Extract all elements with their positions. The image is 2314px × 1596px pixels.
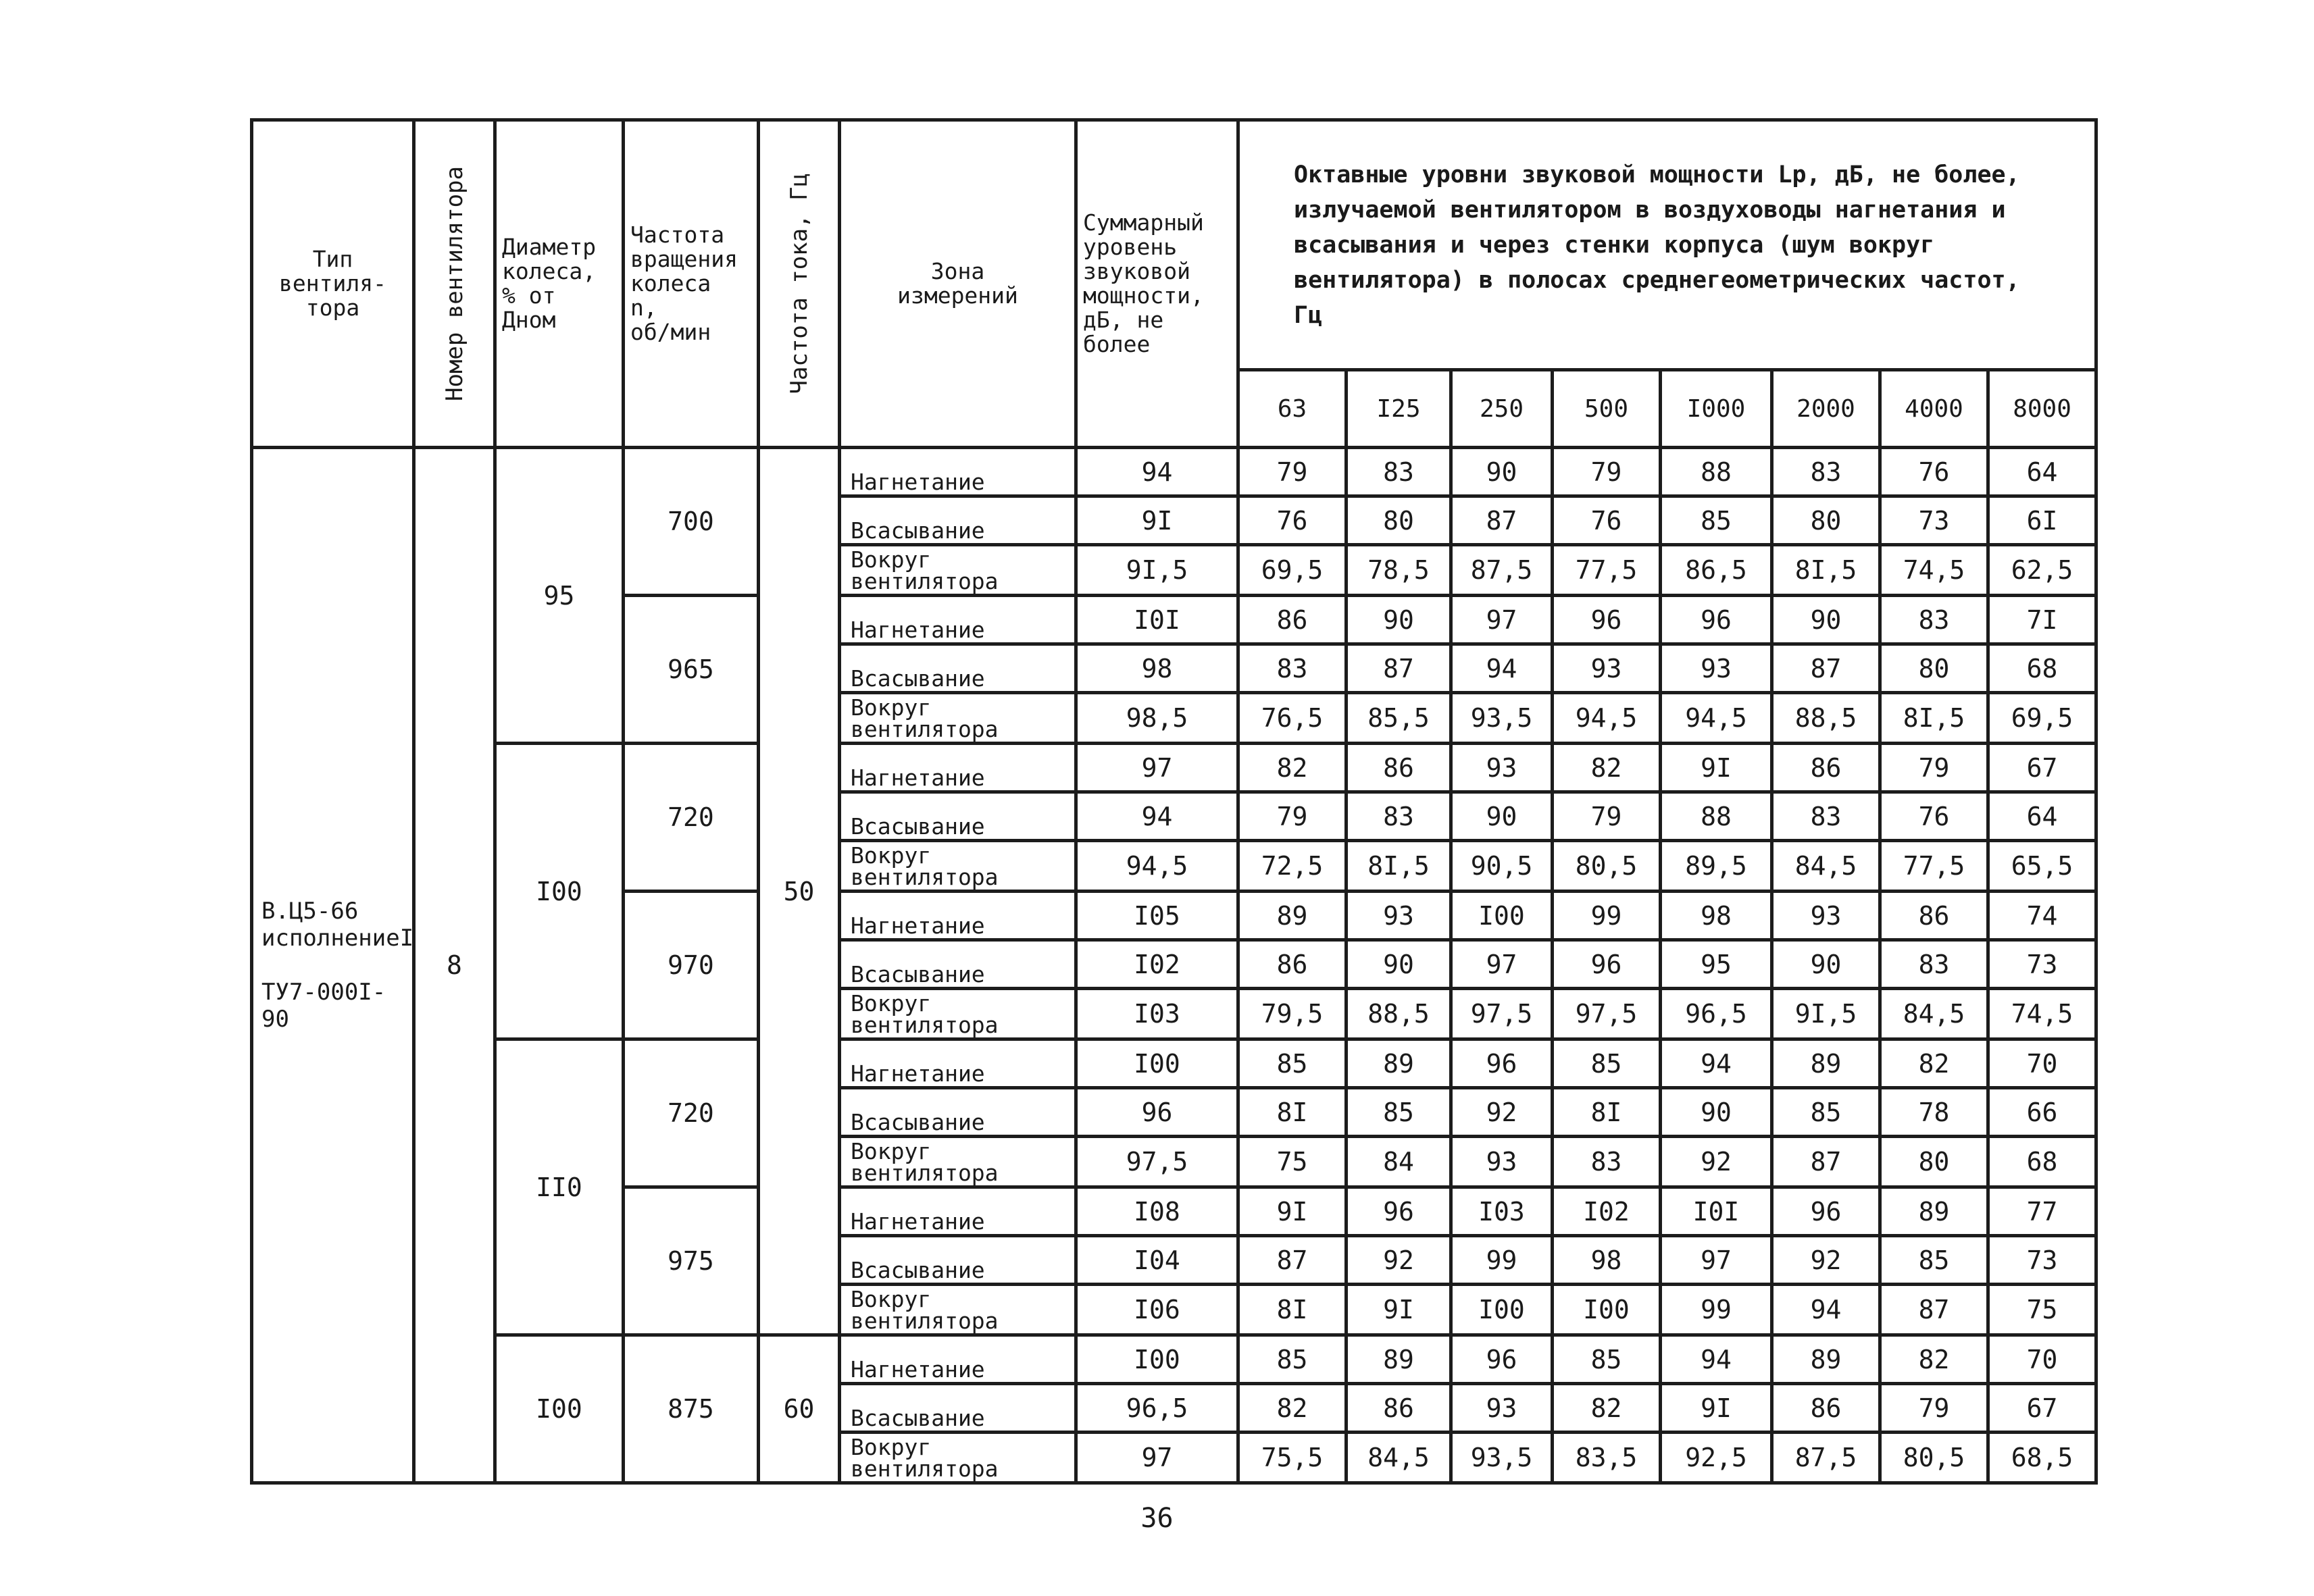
band-value-cell: 97 (1451, 940, 1553, 989)
band-value-cell: 68 (1988, 1137, 2096, 1187)
band-value-cell: 87 (1347, 644, 1451, 693)
band-value-cell: 95 (1661, 940, 1772, 989)
band-value-cell: 67 (1988, 1384, 2096, 1433)
diameter-cell: 95 (495, 448, 624, 744)
zone-cell: Вокруг вентилятора (840, 693, 1076, 744)
total-level-cell: I00 (1076, 1039, 1238, 1088)
header-fan-number (414, 120, 495, 448)
band-value-cell: 70 (1988, 1335, 2096, 1384)
band-value-cell: 9I (1238, 1187, 1347, 1236)
band-value-cell: 77 (1988, 1187, 2096, 1236)
table-row (252, 448, 2096, 496)
zone-cell: Всасывание (840, 940, 1076, 989)
band-value-cell: 90 (1451, 448, 1553, 496)
zone-cell: Нагнетание (840, 596, 1076, 644)
total-level-cell: 97 (1076, 1433, 1238, 1483)
band-value-cell: 75 (1988, 1285, 2096, 1335)
zone-cell: Всасывание (840, 1236, 1076, 1285)
band-value-cell: 93,5 (1451, 693, 1553, 744)
band-value-cell: 9I (1347, 1285, 1451, 1335)
band-value-cell: 74 (1988, 892, 2096, 940)
band-value-cell: I0I (1661, 1187, 1772, 1236)
band-value-cell: 93,5 (1451, 1433, 1553, 1483)
band-value-cell: 87 (1880, 1285, 1988, 1335)
band-value-cell: 83 (1238, 644, 1347, 693)
band-value-cell: 66 (1988, 1088, 2096, 1137)
band-value-cell: 8I,5 (1772, 545, 1880, 596)
band-value-cell: 80 (1347, 496, 1451, 545)
header-octave-levels-text: Октавные уровни звуковой мощности Lp, дБ, не более, излучаемой вентилятором в воздуховоды нагнетания и всасывания и через стенки корпуса (шум вокруг вентилятора) в полосах среднегеометрических частот, Гц (1294, 161, 2020, 329)
band-value-cell: 68,5 (1988, 1433, 2096, 1483)
band-value-cell: 6I (1988, 496, 2096, 545)
band-header: 63 (1238, 370, 1347, 448)
band-value-cell: 96 (1451, 1039, 1553, 1088)
rotation-cell: 720 (624, 1039, 759, 1187)
zone-cell: Нагнетание (840, 1335, 1076, 1384)
header-current-frequency (759, 120, 840, 448)
band-value-cell: 87,5 (1451, 545, 1553, 596)
total-level-cell: 94,5 (1076, 841, 1238, 892)
rotation-cell: 965 (624, 596, 759, 744)
band-value-cell: 93 (1347, 892, 1451, 940)
rotation-cell: 720 (624, 744, 759, 892)
band-value-cell: 86 (1347, 1384, 1451, 1433)
band-value-cell: 93 (1451, 744, 1553, 792)
band-value-cell: 92 (1772, 1236, 1880, 1285)
header-current-frequency-text: Частота тока, Гц (785, 173, 813, 394)
band-value-cell: 82 (1880, 1335, 1988, 1384)
sound-power-table (250, 118, 2098, 1485)
header-rotation (624, 120, 759, 448)
band-value-cell: 83 (1772, 792, 1880, 841)
total-level-cell: 96,5 (1076, 1384, 1238, 1433)
band-value-cell: 83,5 (1553, 1433, 1661, 1483)
band-value-cell: 87,5 (1772, 1433, 1880, 1483)
total-level-cell: I02 (1076, 940, 1238, 989)
band-value-cell: 79 (1553, 448, 1661, 496)
band-value-cell: 76,5 (1238, 693, 1347, 744)
band-value-cell: 90 (1347, 596, 1451, 644)
band-value-cell: 85,5 (1347, 693, 1451, 744)
band-value-cell: 96,5 (1661, 989, 1772, 1039)
band-value-cell: 82 (1553, 744, 1661, 792)
zone-cell: Вокруг вентилятора (840, 989, 1076, 1039)
band-value-cell: 80 (1880, 644, 1988, 693)
band-value-cell: 76 (1880, 448, 1988, 496)
band-value-cell: 92 (1347, 1236, 1451, 1285)
band-value-cell: I00 (1451, 1285, 1553, 1335)
band-value-cell: 87 (1451, 496, 1553, 545)
total-level-cell: 9I (1076, 496, 1238, 545)
header-zone-text: Зона измерений (897, 258, 1018, 309)
total-level-cell: I06 (1076, 1285, 1238, 1335)
band-value-cell: 89 (1238, 892, 1347, 940)
band-value-cell: 90 (1772, 940, 1880, 989)
band-value-cell: 86 (1238, 596, 1347, 644)
band-value-cell: 84,5 (1880, 989, 1988, 1039)
band-value-cell: 87 (1772, 644, 1880, 693)
band-value-cell: 64 (1988, 792, 2096, 841)
fan-type-cell (252, 448, 414, 1483)
rotation-cell: 700 (624, 448, 759, 596)
band-value-cell: 87 (1772, 1137, 1880, 1187)
band-value-cell: 86 (1347, 744, 1451, 792)
band-value-cell: 74,5 (1880, 545, 1988, 596)
band-value-cell: 90 (1451, 792, 1553, 841)
zone-cell: Нагнетание (840, 1039, 1076, 1088)
band-value-cell: 8I (1553, 1088, 1661, 1137)
band-value-cell: 8I (1238, 1088, 1347, 1137)
band-value-cell: 7I (1988, 596, 2096, 644)
header-octave-levels (1238, 120, 2096, 370)
band-value-cell: 82 (1238, 744, 1347, 792)
zone-cell: Вокруг вентилятора (840, 1433, 1076, 1483)
band-value-cell: 90 (1772, 596, 1880, 644)
band-header: I25 (1347, 370, 1451, 448)
total-level-cell: I0I (1076, 596, 1238, 644)
band-value-cell: 79 (1553, 792, 1661, 841)
header-fan-type-text: Тип вентиля- тора (279, 246, 386, 321)
band-value-cell: 85 (1347, 1088, 1451, 1137)
band-value-cell: 93 (1553, 644, 1661, 693)
header-rotation-text: Частота вращения колеса n, об/мин (630, 222, 738, 345)
band-value-cell: 89 (1772, 1335, 1880, 1384)
band-value-cell: 88,5 (1772, 693, 1880, 744)
band-value-cell: 68 (1988, 644, 2096, 693)
band-value-cell: I02 (1553, 1187, 1661, 1236)
band-value-cell: 86 (1772, 1384, 1880, 1433)
band-value-cell: 64 (1988, 448, 2096, 496)
band-value-cell: 88,5 (1347, 989, 1451, 1039)
band-value-cell: 82 (1553, 1384, 1661, 1433)
band-value-cell: 99 (1661, 1285, 1772, 1335)
band-value-cell: 76 (1238, 496, 1347, 545)
zone-cell: Всасывание (840, 496, 1076, 545)
zone-cell: Вокруг вентилятора (840, 1137, 1076, 1187)
band-value-cell: 9I (1661, 744, 1772, 792)
band-value-cell: 9I (1661, 1384, 1772, 1433)
header-diameter (495, 120, 624, 448)
band-value-cell: 79 (1880, 744, 1988, 792)
band-value-cell: 94 (1772, 1285, 1880, 1335)
band-value-cell: 99 (1553, 892, 1661, 940)
band-value-cell: 76 (1880, 792, 1988, 841)
diameter-cell: II0 (495, 1039, 624, 1335)
zone-cell: Нагнетание (840, 1187, 1076, 1236)
header-fan-number-text: Номер вентилятора (441, 166, 468, 401)
band-value-cell: 84,5 (1772, 841, 1880, 892)
band-value-cell: 69,5 (1988, 693, 2096, 744)
band-value-cell: 89 (1347, 1335, 1451, 1384)
band-value-cell: 98 (1553, 1236, 1661, 1285)
page-number: 36 (1140, 1503, 1174, 1534)
total-level-cell: I04 (1076, 1236, 1238, 1285)
total-level-cell: I08 (1076, 1187, 1238, 1236)
total-level-cell: 97 (1076, 744, 1238, 792)
band-value-cell: 83 (1347, 448, 1451, 496)
fan-number-cell: 8 (414, 448, 495, 1483)
band-value-cell: 75,5 (1238, 1433, 1347, 1483)
band-value-cell: 85 (1238, 1039, 1347, 1088)
band-value-cell: 92 (1451, 1088, 1553, 1137)
zone-cell: Нагнетание (840, 448, 1076, 496)
band-value-cell: 85 (1553, 1039, 1661, 1088)
band-header: 4000 (1880, 370, 1988, 448)
band-value-cell: 96 (1347, 1187, 1451, 1236)
band-value-cell: 77,5 (1880, 841, 1988, 892)
band-value-cell: 78,5 (1347, 545, 1451, 596)
band-value-cell: 9I,5 (1772, 989, 1880, 1039)
zone-cell: Вокруг вентилятора (840, 545, 1076, 596)
band-value-cell: 97 (1661, 1236, 1772, 1285)
total-level-cell: 97,5 (1076, 1137, 1238, 1187)
zone-cell: Всасывание (840, 1088, 1076, 1137)
zone-cell: Нагнетание (840, 892, 1076, 940)
table-row (252, 1335, 2096, 1384)
band-value-cell: 83 (1880, 596, 1988, 644)
band-value-cell: 80 (1880, 1137, 1988, 1187)
rotation-cell: 875 (624, 1335, 759, 1483)
band-value-cell: 69,5 (1238, 545, 1347, 596)
band-value-cell: I03 (1451, 1187, 1553, 1236)
fan-type-line: ТУ7-000I-90 (261, 979, 386, 1033)
band-value-cell: 93 (1772, 892, 1880, 940)
band-value-cell: 92,5 (1661, 1433, 1772, 1483)
band-header: 2000 (1772, 370, 1880, 448)
rotation-cell: 975 (624, 1187, 759, 1335)
band-value-cell: 94 (1661, 1039, 1772, 1088)
band-value-cell: 79,5 (1238, 989, 1347, 1039)
band-value-cell: 86 (1238, 940, 1347, 989)
band-value-cell: 90 (1661, 1088, 1772, 1137)
band-value-cell: 62,5 (1988, 545, 2096, 596)
total-level-cell: I00 (1076, 1335, 1238, 1384)
band-value-cell: 72,5 (1238, 841, 1347, 892)
band-value-cell: 86,5 (1661, 545, 1772, 596)
band-value-cell: 94 (1661, 1335, 1772, 1384)
zone-cell: Вокруг вентилятора (840, 841, 1076, 892)
table-body (252, 448, 2096, 1483)
current-frequency-cell: 60 (759, 1335, 840, 1483)
table-row (252, 744, 2096, 792)
band-value-cell: I00 (1451, 892, 1553, 940)
zone-cell: Всасывание (840, 792, 1076, 841)
band-value-cell: 82 (1880, 1039, 1988, 1088)
band-value-cell: 98 (1661, 892, 1772, 940)
current-frequency-cell: 50 (759, 448, 840, 1335)
band-value-cell: 67 (1988, 744, 2096, 792)
band-value-cell: 79 (1880, 1384, 1988, 1433)
band-header: 250 (1451, 370, 1553, 448)
fan-type-line: исполнениеI (261, 925, 414, 952)
band-value-cell: 74,5 (1988, 989, 2096, 1039)
diameter-cell: I00 (495, 1335, 624, 1483)
band-value-cell: 75 (1238, 1137, 1347, 1187)
band-value-cell: 88 (1661, 792, 1772, 841)
band-value-cell: 89 (1347, 1039, 1451, 1088)
band-value-cell: 94,5 (1661, 693, 1772, 744)
band-value-cell: 85 (1772, 1088, 1880, 1137)
band-value-cell: 84,5 (1347, 1433, 1451, 1483)
total-level-cell: I03 (1076, 989, 1238, 1039)
total-level-cell: 9I,5 (1076, 545, 1238, 596)
band-value-cell: 96 (1661, 596, 1772, 644)
band-value-cell: 80,5 (1880, 1433, 1988, 1483)
band-value-cell: 80,5 (1553, 841, 1661, 892)
band-value-cell: 79 (1238, 792, 1347, 841)
band-value-cell: 70 (1988, 1039, 2096, 1088)
zone-cell: Нагнетание (840, 744, 1076, 792)
total-level-cell: I05 (1076, 892, 1238, 940)
band-value-cell: 80 (1772, 496, 1880, 545)
total-level-cell: 98,5 (1076, 693, 1238, 744)
band-value-cell: 93 (1451, 1384, 1553, 1433)
band-value-cell: 79 (1238, 448, 1347, 496)
zone-cell: Всасывание (840, 1384, 1076, 1433)
band-value-cell: 85 (1238, 1335, 1347, 1384)
band-value-cell: 97,5 (1553, 989, 1661, 1039)
band-value-cell: 76 (1553, 496, 1661, 545)
band-value-cell: 83 (1553, 1137, 1661, 1187)
header-zone (840, 120, 1076, 448)
band-value-cell: 8I,5 (1880, 693, 1988, 744)
band-value-cell: 83 (1880, 940, 1988, 989)
header-fan-type (252, 120, 414, 448)
total-level-cell: 94 (1076, 448, 1238, 496)
zone-cell: Вокруг вентилятора (840, 1285, 1076, 1335)
band-value-cell: 90,5 (1451, 841, 1553, 892)
band-value-cell: 99 (1451, 1236, 1553, 1285)
band-value-cell: 89 (1880, 1187, 1988, 1236)
band-value-cell: 93 (1451, 1137, 1553, 1187)
band-value-cell: 65,5 (1988, 841, 2096, 892)
band-value-cell: 96 (1553, 596, 1661, 644)
header-total-level-text: Суммарный уровень звуковой мощности, дБ, не более (1083, 209, 1204, 357)
band-value-cell: 96 (1553, 940, 1661, 989)
total-level-cell: 94 (1076, 792, 1238, 841)
band-value-cell: 78 (1880, 1088, 1988, 1137)
band-value-cell: 8I (1238, 1285, 1347, 1335)
band-value-cell: 8I,5 (1347, 841, 1451, 892)
band-value-cell: 90 (1347, 940, 1451, 989)
band-value-cell: 96 (1772, 1187, 1880, 1236)
fan-type-line: В.Ц5-66 (261, 898, 359, 925)
band-value-cell: 92 (1661, 1137, 1772, 1187)
band-value-cell: 82 (1238, 1384, 1347, 1433)
zone-cell: Всасывание (840, 644, 1076, 693)
band-header: 8000 (1988, 370, 2096, 448)
band-value-cell: 85 (1661, 496, 1772, 545)
band-value-cell: 97,5 (1451, 989, 1553, 1039)
band-value-cell: 93 (1661, 644, 1772, 693)
band-value-cell: 83 (1772, 448, 1880, 496)
band-value-cell: 73 (1988, 1236, 2096, 1285)
header-diameter-text: Диаметр колеса, % от Дном (502, 234, 597, 333)
band-value-cell: 94 (1451, 644, 1553, 693)
band-value-cell: 88 (1661, 448, 1772, 496)
header-total-level (1076, 120, 1238, 448)
band-value-cell: 97 (1451, 596, 1553, 644)
diameter-cell: I00 (495, 744, 624, 1039)
table-row (252, 1039, 2096, 1088)
band-value-cell: I00 (1553, 1285, 1661, 1335)
band-value-cell: 89,5 (1661, 841, 1772, 892)
band-value-cell: 96 (1451, 1335, 1553, 1384)
band-value-cell: 73 (1880, 496, 1988, 545)
band-value-cell: 73 (1988, 940, 2096, 989)
band-header: 500 (1553, 370, 1661, 448)
band-value-cell: 86 (1772, 744, 1880, 792)
band-value-cell: 83 (1347, 792, 1451, 841)
band-value-cell: 85 (1880, 1236, 1988, 1285)
band-value-cell: 86 (1880, 892, 1988, 940)
total-level-cell: 96 (1076, 1088, 1238, 1137)
total-level-cell: 98 (1076, 644, 1238, 693)
band-value-cell: 87 (1238, 1236, 1347, 1285)
band-value-cell: 89 (1772, 1039, 1880, 1088)
band-value-cell: 77,5 (1553, 545, 1661, 596)
band-value-cell: 85 (1553, 1335, 1661, 1384)
band-header: I000 (1661, 370, 1772, 448)
band-value-cell: 84 (1347, 1137, 1451, 1187)
rotation-cell: 970 (624, 892, 759, 1039)
band-value-cell: 94,5 (1553, 693, 1661, 744)
